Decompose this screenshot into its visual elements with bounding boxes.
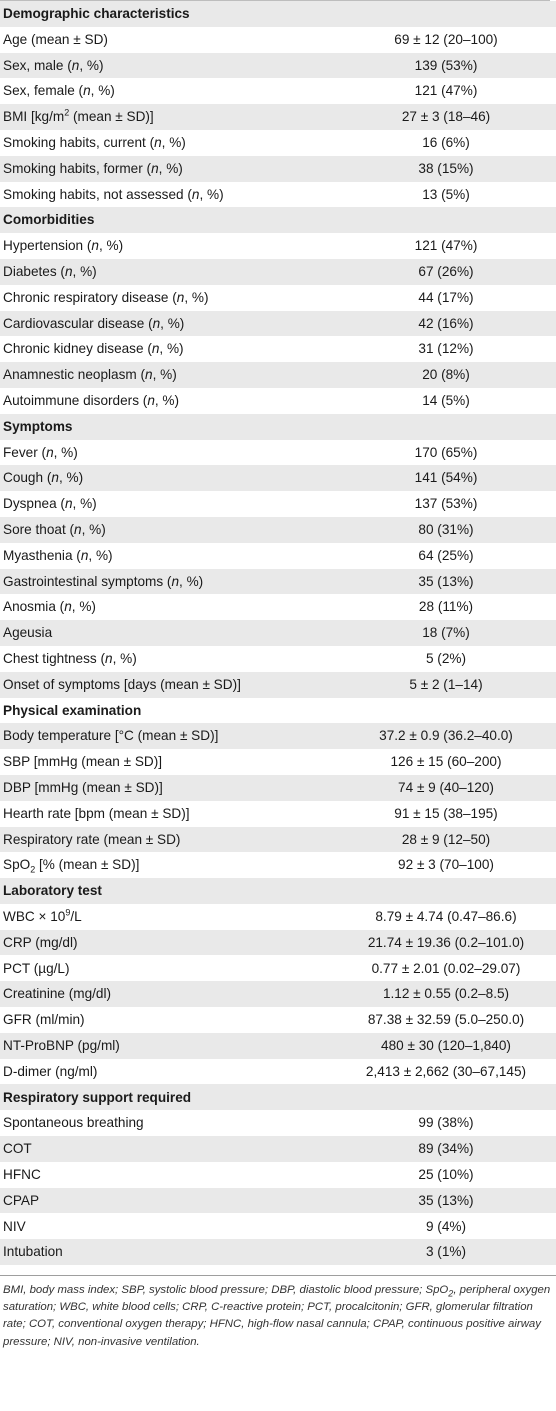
row-label: SpO$_2$ [% (mean ± SD)]	[3, 857, 140, 876]
row-value: 2,413 ± 2,662 (30–67,145)	[365, 1063, 527, 1079]
section-header-row	[0, 1084, 556, 1110]
table-row	[0, 723, 556, 749]
row-value: 141 (54%)	[414, 470, 478, 486]
row-value: 5 ± 2 (1–14)	[409, 676, 483, 692]
row-value: 35 (13%)	[418, 1192, 474, 1208]
row-label: Ageusia	[3, 625, 53, 641]
section-title: Laboratory test	[3, 883, 102, 899]
row-label: CPAP	[3, 1192, 40, 1208]
row-label: Sex, male (n, %)	[3, 57, 104, 73]
row-value: 126 ± 15 (60–200)	[390, 754, 502, 770]
row-label: Creatinine (mg/dl)	[3, 986, 112, 1002]
row-label: SBP [mmHg (mean ± SD)]	[3, 754, 163, 770]
row-value: 14 (5%)	[422, 393, 470, 409]
table-row	[0, 749, 556, 775]
row-label: Spontaneous breathing	[3, 1115, 144, 1131]
row-label: Anosmia (n, %)	[3, 599, 96, 615]
row-label: NIV	[3, 1218, 26, 1234]
row-value: 74 ± 9 (40–120)	[398, 780, 494, 795]
table-row	[0, 569, 556, 595]
row-label: Anamnestic neoplasm (n, %)	[3, 367, 177, 383]
row-value: 64 (25%)	[418, 547, 474, 563]
row-label: Body temperature [°C (mean ± SD)]	[3, 728, 219, 744]
row-value: 8.79 ± 4.74 (0.47–86.6)	[375, 908, 517, 924]
table-row	[0, 465, 556, 491]
table-row	[0, 130, 556, 156]
row-label: Smoking habits, not assessed (n, %)	[3, 186, 224, 202]
table-row	[0, 388, 556, 414]
row-value: 137 (53%)	[414, 496, 478, 512]
table-row	[0, 1213, 556, 1239]
row-label: Onset of symptoms [days (mean ± SD)]	[3, 676, 241, 692]
row-label: NT-ProBNP (pg/ml)	[3, 1037, 120, 1053]
row-value: 28 (11%)	[418, 599, 474, 615]
row-label: GFR (ml/min)	[3, 1012, 85, 1028]
row-label: Smoking habits, current (n, %)	[3, 135, 186, 151]
row-value: 25 (10%)	[418, 1166, 474, 1182]
row-value: 38 (15%)	[418, 160, 474, 176]
row-label: BMI [$kg/m^2$ (mean ± SD)]	[3, 107, 154, 125]
row-value: 480 ± 30 (120–1,840)	[381, 1037, 511, 1053]
table-row	[0, 78, 556, 104]
table-row	[0, 620, 556, 646]
table-row	[0, 775, 556, 801]
row-value: 89 (34%)	[418, 1141, 474, 1157]
row-label: Fever (n, %)	[3, 444, 78, 460]
section-title: Respiratory support required	[3, 1089, 192, 1105]
row-value: 80 (31%)	[418, 522, 474, 538]
table-row	[0, 53, 556, 79]
row-value: 3 (1%)	[425, 1244, 467, 1260]
row-label: Myasthenia (n, %)	[3, 547, 113, 563]
table-row	[0, 156, 556, 182]
row-value: 92 ± 3 (70–100)	[398, 857, 494, 873]
row-value: 27 ± 3 (18–46)	[401, 109, 491, 125]
row-value: 18 (7%)	[422, 625, 470, 641]
table-row	[0, 233, 556, 259]
table-row	[0, 104, 556, 130]
section-title: Physical examination	[3, 702, 142, 718]
table-row	[0, 852, 556, 878]
row-value: 9 (4%)	[425, 1218, 467, 1234]
table-row	[0, 955, 556, 981]
table-row	[0, 440, 556, 466]
table-body	[0, 1, 556, 1265]
table-row	[0, 27, 556, 53]
row-label: Autoimmune disorders (n, %)	[3, 393, 180, 409]
row-value: 5 (2%)	[425, 651, 467, 667]
row-label: Age (mean ± SD)	[3, 31, 108, 47]
section-header-row	[0, 414, 556, 440]
table-row	[0, 336, 556, 362]
table-row	[0, 285, 556, 311]
row-value: 121 (47%)	[414, 238, 478, 254]
row-label: Cough (n, %)	[3, 470, 84, 486]
row-label: Hypertension (n, %)	[3, 238, 124, 254]
table-row	[0, 1059, 556, 1085]
table-row	[0, 904, 556, 930]
row-label: COT	[3, 1141, 32, 1157]
row-value: 121 (47%)	[414, 83, 478, 99]
row-label: Dyspnea (n, %)	[3, 496, 97, 512]
table-row	[0, 981, 556, 1007]
table-row	[0, 1136, 556, 1162]
row-value: 99 (38%)	[418, 1115, 474, 1131]
table-row	[0, 259, 556, 285]
section-header-row	[0, 207, 556, 233]
row-label: CRP (mg/dl)	[3, 934, 78, 950]
row-value: 13 (5%)	[422, 186, 470, 202]
table-row	[0, 491, 556, 517]
row-label: Sex, female (n, %)	[3, 83, 115, 99]
row-value: 37.2 ± 0.9 (36.2–40.0)	[379, 728, 513, 744]
table-footnote: BMI, body mass index; SBP, systolic blood pressure; DBP, diastolic blood pressure; SpO$_2$, peripheral oxygen saturation; WBC, white blood cells; CRP, C-reactive protein; PCT, procalcitonin; GFR, glomerular filtration rate; COT, conventional oxygen therapy; HFNC, high-flow nasal cannula; CPAP, continuous positive airway pressure; NIV, non-invasive ventilation.	[3, 1284, 551, 1348]
row-label: Chest tightness (n, %)	[3, 651, 137, 667]
table-row	[0, 1239, 556, 1265]
row-value: 31 (12%)	[418, 341, 474, 357]
table-row	[0, 594, 556, 620]
row-label: Diabetes (n, %)	[3, 264, 97, 280]
section-header-row	[0, 1, 556, 27]
row-label: DBP [mmHg (mean ± SD)]	[3, 780, 163, 795]
row-label: Gastrointestinal symptoms (n, %)	[3, 573, 204, 589]
section-title: Symptoms	[3, 418, 73, 434]
row-label: PCT (µg/L)	[3, 960, 70, 976]
row-value: 67 (26%)	[418, 264, 474, 280]
row-value: 170 (65%)	[414, 444, 478, 460]
row-value: 35 (13%)	[418, 573, 474, 589]
table-row	[0, 827, 556, 853]
table-row	[0, 1110, 556, 1136]
row-value: 16 (6%)	[422, 135, 470, 151]
row-value: 42 (16%)	[418, 315, 474, 331]
section-header-row	[0, 698, 556, 724]
row-label: HFNC	[3, 1166, 41, 1182]
table-row	[0, 517, 556, 543]
table-row	[0, 1033, 556, 1059]
row-label: Chronic respiratory disease (n, %)	[3, 289, 209, 305]
row-label: Hearth rate [bpm (mean ± SD)]	[3, 805, 190, 821]
row-label: Smoking habits, former (n, %)	[3, 160, 183, 176]
table-row	[0, 930, 556, 956]
row-value: 69 ± 12 (20–100)	[394, 31, 498, 47]
row-value: 20 (8%)	[422, 367, 470, 383]
table-row	[0, 311, 556, 337]
table-row	[0, 1162, 556, 1188]
row-value: 87.38 ± 32.59 (5.0–250.0)	[367, 1012, 525, 1028]
row-label: WBC × $10^9/L$	[3, 907, 82, 924]
row-value: 139 (53%)	[414, 57, 478, 73]
table-row	[0, 1188, 556, 1214]
section-title: Demographic characteristics	[3, 6, 190, 22]
row-label: D-dimer (ng/ml)	[3, 1063, 98, 1079]
row-label: Sore thoat (n, %)	[3, 522, 106, 538]
row-label: Chronic kidney disease (n, %)	[3, 341, 184, 357]
table-row	[0, 182, 556, 208]
row-value: 0.77 ± 2.01 (0.02–29.07)	[371, 960, 521, 976]
table-row	[0, 1007, 556, 1033]
section-header-row	[0, 878, 556, 904]
table-row	[0, 801, 556, 827]
row-value: 91 ± 15 (38–195)	[394, 805, 498, 821]
row-value: 1.12 ± 0.55 (0.2–8.5)	[382, 986, 510, 1002]
table-row	[0, 543, 556, 569]
row-label: Respiratory rate (mean ± SD)	[3, 831, 181, 847]
section-title: Comorbidities	[3, 212, 95, 228]
row-label: Intubation	[3, 1244, 63, 1260]
row-label: Cardiovascular disease (n, %)	[3, 315, 185, 331]
row-value: 28 ± 9 (12–50)	[401, 831, 491, 847]
table-row	[0, 646, 556, 672]
row-value: 44 (17%)	[418, 289, 474, 305]
table-row	[0, 672, 556, 698]
table-row	[0, 362, 556, 388]
row-value: 21.74 ± 19.36 (0.2–101.0)	[367, 934, 525, 950]
